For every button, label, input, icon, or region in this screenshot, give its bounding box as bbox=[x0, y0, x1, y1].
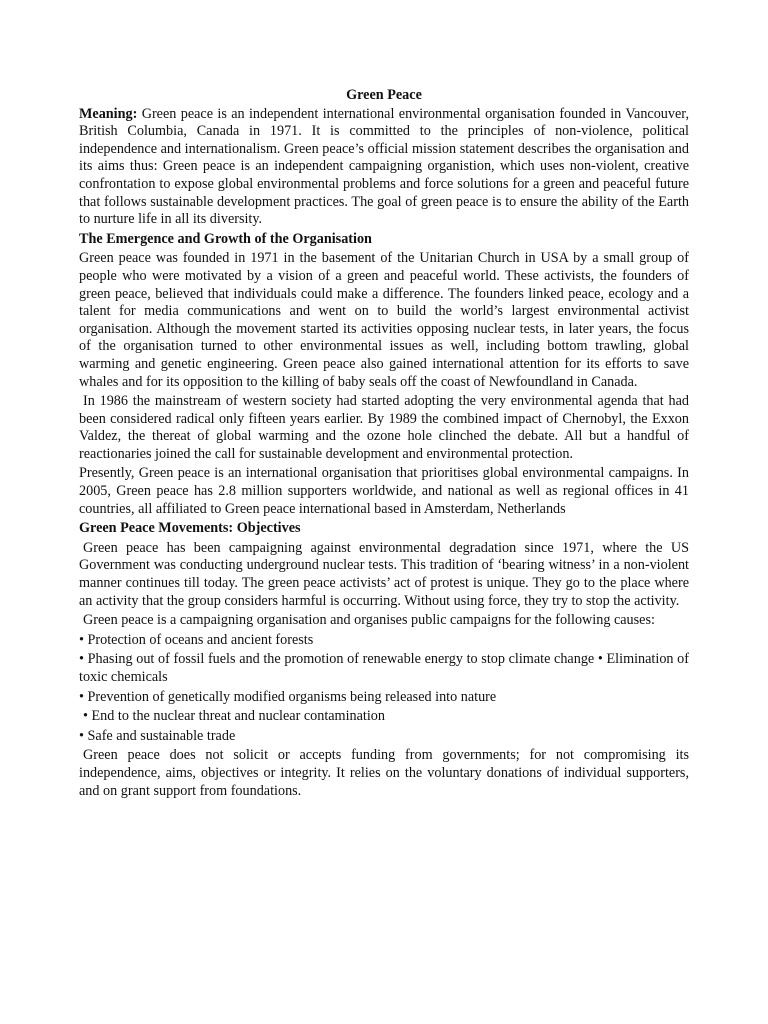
heading-emergence: The Emergence and Growth of the Organisation bbox=[79, 230, 372, 247]
meaning-label: Meaning: bbox=[79, 105, 138, 122]
emergence-paragraph-1: Green peace was founded in 1971 in the basement of the Unitarian Church in USA by a small group of people who were motivated by a vision of a green and peaceful world. These activists, the founders of green peace, believed that individuals could make a difference. The founders linked peace, ecology and a talent for media communications and went on to build the world’s largest environmental activist organisation. Although the movement started its activities opposing nuclear tests, in later years, the focus of the organisation turned to other environmental issues as well, including bottom trawling, global warming and genetic engineering. Green peace also gained international attention for its efforts to save whales and for its opposition to the killing of baby seals off the coast of Newfoundland in Canada. bbox=[79, 250, 689, 390]
document-page bbox=[79, 87, 689, 802]
bullet-item: • Protection of oceans and ancient forests bbox=[79, 631, 314, 648]
emergence-paragraph-3: Presently, Green peace is an international organisation that prioritises global environmental campaigns. In 2005, Green peace has 2.8 million supporters worldwide, and national as well as regional offices in 41 countries, all affiliated to Green peace international based in Amsterdam, Netherlands bbox=[79, 465, 689, 517]
emergence-paragraph-2: In 1986 the mainstream of western society had started adopting the very environmental agenda that had been considered radical only fifteen years earlier. By 1989 the combined impact of Chernobyl, the Exxon Valdez, the thereat of global warming and the ozone hole clinched the debate. All but a handful of reactionaries joined the call for sustainable development and environmental protection. bbox=[79, 393, 689, 462]
objectives-paragraph-1: Green peace has been campaigning against environmental degradation since 1971, where the US Government was conducting underground nuclear tests. This tradition of ‘bearing witness’ in a non-violent manner continues till today. The green peace activists’ act of protest is unique. They go to the place where an activity that the group considers harmful is occurring. Without using force, they try to stop the activity. bbox=[79, 539, 689, 609]
bullet-item: • Prevention of genetically modified organisms being released into nature bbox=[79, 688, 497, 705]
document-title: Green Peace bbox=[346, 87, 422, 103]
bullet-item: • Phasing out of fossil fuels and the promotion of renewable energy to stop climate change • Elimination of toxic chemicals bbox=[79, 651, 689, 685]
closing-paragraph: Green peace does not solicit or accepts funding from governments; for not compromising its independence, aims, objectives or integrity. It relies on the voluntary donations of individual supporters, and on grant support from foundations. bbox=[79, 747, 689, 799]
meaning-paragraph bbox=[79, 106, 689, 229]
heading-objectives: Green Peace Movements: Objectives bbox=[79, 520, 301, 537]
bullet-item: • End to the nuclear threat and nuclear contamination bbox=[83, 708, 385, 725]
bullet-item: • Safe and sustainable trade bbox=[79, 727, 236, 744]
objectives-paragraph-2: Green peace is a campaigning organisation and organises public campaigns for the following causes: bbox=[83, 612, 655, 629]
meaning-text: Green peace is an independent international environmental organisation founded in Vancouver, British Columbia, Canada in 1971. It is committed to the principles of non-violence, political independence and internationalism. Green peace’s official mission statement describes the organisation and its aims thus: Green peace is an independent campaigning organistion, which uses non-violent, creative confrontation to expose global environmental problems and force solutions for a green and peaceful future that follows sustainable development practices. The goal of green peace is to ensure the ability of the Earth to nurture life in all its diversity. bbox=[79, 105, 689, 228]
